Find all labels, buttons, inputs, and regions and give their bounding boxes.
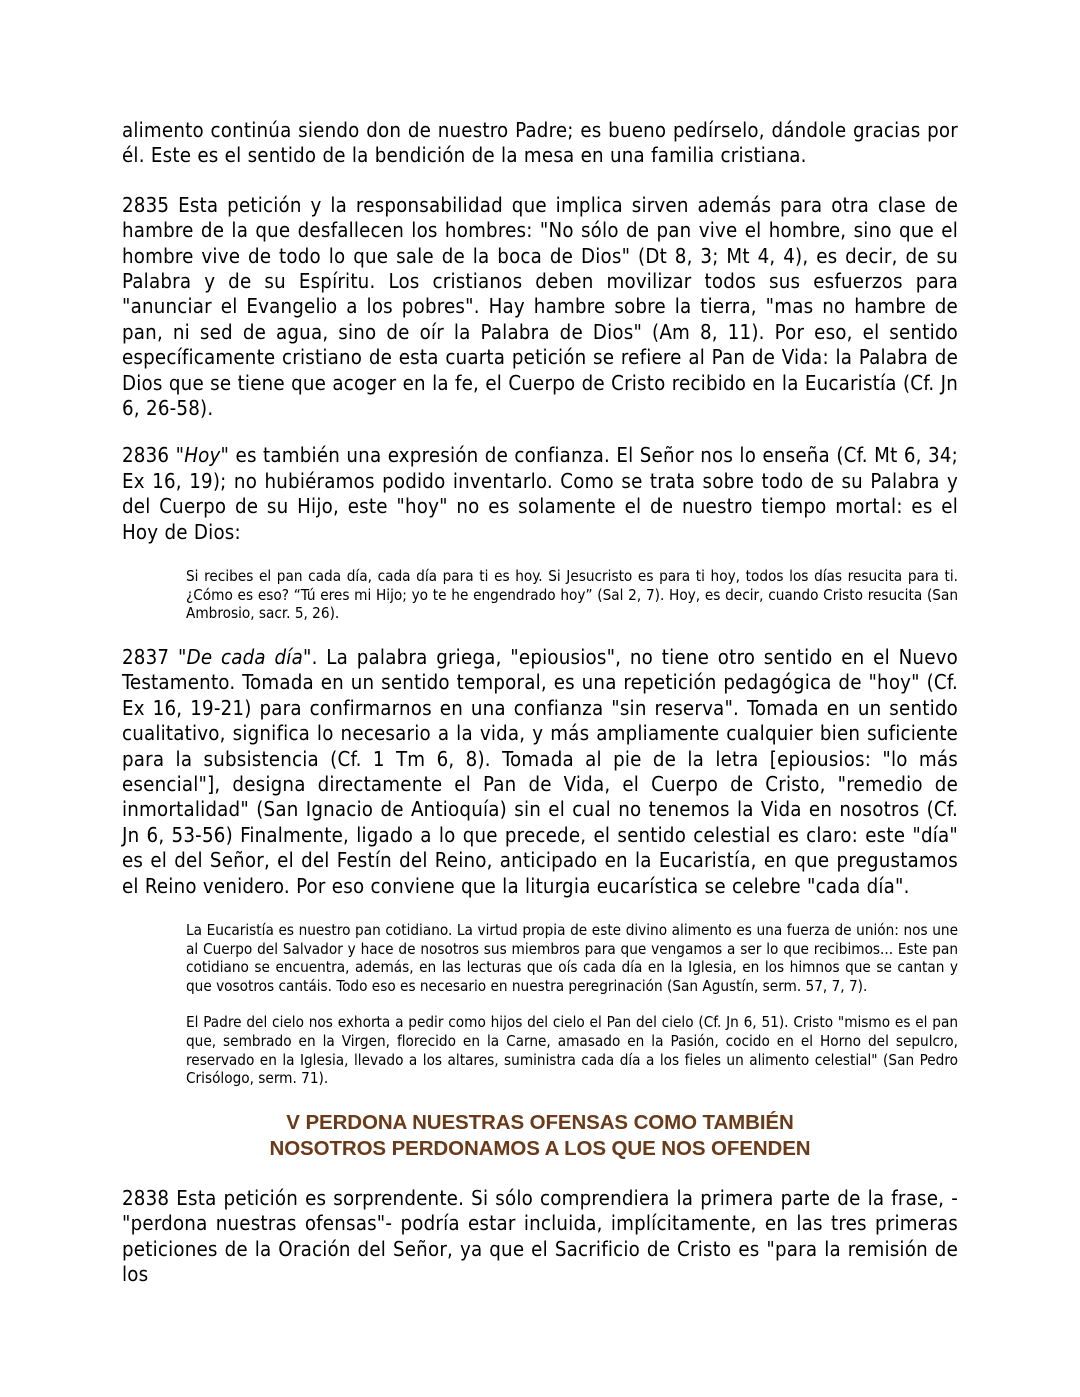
paragraph-continuation: alimento continúa siendo don de nuestro Padre; es bueno pedírselo, dándole gracias por él. Este es el sentido de la bendición de la mesa en una familia cristiana. <box>122 118 958 168</box>
citation-block-patristic <box>122 921 958 1088</box>
paragraph-2837-rest: . La palabra griega, "epiousios", no tiene otro sentido en el Nuevo Testamento. Tomada en un sentido temporal, es una repetición pedagógica de "hoy" (Cf. Ex 16, 19-21) para confirmarnos en una confianza "sin reserva". Tomada en un sentido cualitativo, significa lo necesario a la vida, y más ampliamente cualquier bien suficiente para la subsistencia (Cf. 1 Tm 6, 8). Tomada al pie de la letra [epiousios: "lo más esencial"], designa directamente el Pan de Vida, el Cuerpo de Cristo, "remedio de inmortalidad" (San Ignacio de Antioquía) sin el cual no tenemos la Vida en nosotros (Cf. Jn 6, 53-56) Finalmente, ligado a lo que precede, el sentido celestial es claro: este "día" es el del Señor, el del Festín del Reino, anticipado en la Eucaristía, en que pregustamos el Reino venidero. Por eso conviene que la liturgia eucarística se celebre "cada día". <box>122 644 958 898</box>
paragraph-2836-rest: es también una expresión de confianza. El Señor nos lo enseña (Cf. Mt 6, 34; Ex 16, 19); no hubiéramos podido inventarlo. Como se trata sobre todo de su Palabra y del Cuerpo de su Hijo, este "hoy" no es solamente el de nuestro tiempo mortal: es el Hoy de Dios: <box>122 443 958 544</box>
paragraph-spacer <box>122 623 958 645</box>
paragraph-2836-lead-italic: "Hoy" <box>175 443 230 468</box>
paragraph-spacer <box>122 1162 958 1186</box>
quote-agustin: La Eucaristía es nuestro pan cotidiano. La virtud propia de este divino alimento es una fuerza de unión: nos une al Cuerpo del Salvador y hace de nosotros sus miembros para que vengamos a ser lo que recibimos... Este pan cotidiano se encuentra, además, en las lecturas que oís cada día en la Iglesia, en los himnos que se cantan y que vosotros cantáis. Todo eso es necesario en nuestra peregrinación (San Agustín, serm. 57, 7, 7). <box>186 920 958 995</box>
paragraph-spacer <box>122 545 958 567</box>
text-column <box>122 118 958 1287</box>
paragraph-2836 <box>122 443 958 545</box>
paragraph-2837-lead-italic: "De cada día" <box>177 644 312 669</box>
paragraph-2837-number: 2837 <box>122 644 170 669</box>
section-heading-line-1: V PERDONA NUESTRAS OFENSAS COMO TAMBIÉN <box>286 1110 794 1134</box>
paragraph-2836-number: 2836 <box>122 443 170 468</box>
paragraph-2838: 2838 Esta petición es sorprendente. Si sólo comprendiera la primera parte de la frase, -"perdona nuestras ofensas"- podría estar incluida, implícitamente, en las tres primeras peticiones de la Oración del Señor, ya que el Sacrificio de Cristo es "para la remisión de los <box>122 1185 958 1286</box>
paragraph-2835: 2835 Esta petición y la responsabilidad que implica sirven además para otra clase de hambre de la que desfallecen los hombres: "No sólo de pan vive el hombre, sino que el hombre vive de todo lo que sale de la boca de Dios" (Dt 8, 3; Mt 4, 4), es decir, de su Palabra y de su Espíritu. Los cristianos deben movilizar todos sus esfuerzos para "anunciar el Evangelio a los pobres". Hay hambre sobre la tierra, "mas no hambre de pan, ni sed de agua, sino de oír la Palabra de Dios" (Am 8, 11). Por eso, el sentido específicamente cristiano de esta cuarta petición se refiere al Pan de Vida: la Palabra de Dios que se tiene que acoger en la fe, el Cuerpo de Cristo recibido en la Eucaristía (Cf. Jn 6, 26-58). <box>122 192 958 421</box>
quote-ambrosio: Si recibes el pan cada día, cada día para ti es hoy. Si Jesucristo es para ti hoy, todos los días resucita para ti. ¿Cómo es eso? “Tú eres mi Hijo; yo te he engendrado hoy” (Sal 2, 7). Hoy, es decir, cuando Cristo resucita (San Ambrosio, sacr. 5, 26). <box>186 567 958 623</box>
citation-block-ambrosio <box>122 567 958 623</box>
paragraph-spacer <box>122 899 958 921</box>
paragraph-spacer <box>122 169 958 193</box>
quote-crisologo: El Padre del cielo nos exhorta a pedir como hijos del cielo el Pan del cielo (Cf. Jn 6, 51). Cristo "mismo es el pan que, sembrado en la Virgen, florecido en la Carne, amasado en la Pasión, cocido en el Horno del sepulcro, reservado en la Iglesia, llevado a los altares, suministra cada día a los fieles un alimento celestial" (San Pedro Crisólogo, serm. 71). <box>186 1013 958 1088</box>
section-heading-line-2: NOSOTROS PERDONAMOS A LOS QUE NOS OFENDEN <box>269 1136 811 1160</box>
paragraph-spacer <box>122 421 958 443</box>
section-heading <box>122 1110 958 1162</box>
paragraph-spacer <box>122 1088 958 1110</box>
paragraph-2837 <box>122 645 958 899</box>
